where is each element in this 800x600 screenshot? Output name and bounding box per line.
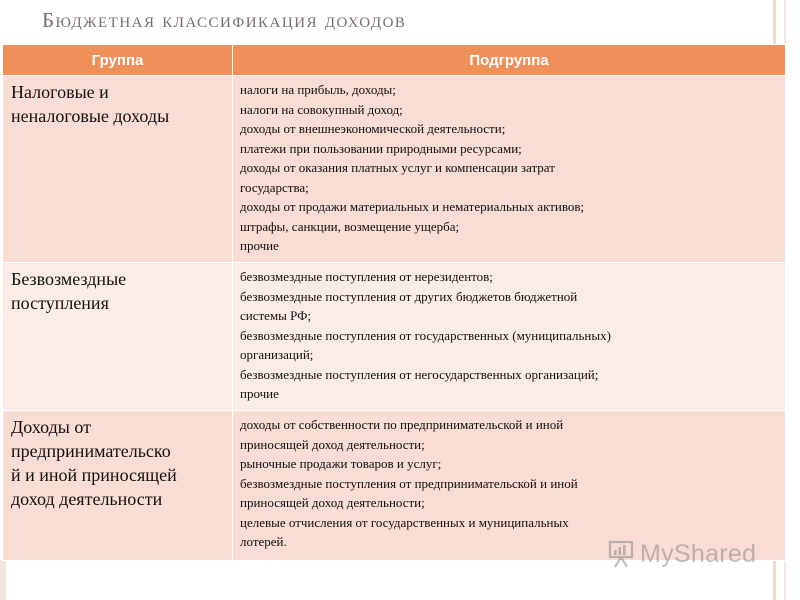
subgroup-item: рыночные продажи товаров и услуг;: [240, 456, 442, 471]
group-cell: [3, 76, 233, 263]
group-text-line: Доходы от: [11, 417, 92, 437]
page-title: Бюджетная классификация доходов: [42, 8, 407, 32]
subgroup-item: безвозмездные поступления от государственных (муниципальных): [240, 327, 611, 343]
table-row: [3, 76, 786, 263]
group-text-line: й и иной приносящей: [11, 465, 177, 485]
classification-table: [2, 44, 786, 561]
column-header-group: Группа: [3, 45, 233, 76]
subgroup-item: платежи при пользовании природными ресурсами;: [240, 140, 522, 156]
subgroup-item: государства;: [240, 179, 309, 195]
subgroup-item: прочие: [240, 386, 279, 401]
group-text-line: доход деятельности: [11, 489, 163, 509]
subgroup-item: прочие: [240, 238, 279, 253]
subgroup-item: приносящей доход деятельности;: [240, 495, 425, 510]
presentation-board-icon: [606, 539, 636, 569]
table-header-row: [3, 45, 786, 76]
subgroup-item: безвозмездные поступления от негосударственных организаций;: [240, 366, 599, 382]
subgroup-cell: [233, 263, 786, 411]
subgroup-item: целевые отчисления от государственных и муниципальных: [240, 514, 569, 530]
subgroup-item: приносящей доход деятельности;: [240, 436, 425, 452]
subgroup-item: доходы от собственности по предпринимательской и иной: [240, 417, 564, 432]
subgroup-cell: [233, 76, 786, 263]
subgroup-item: налоги на прибыль, доходы;: [240, 82, 396, 97]
decorative-corner: [0, 560, 6, 600]
column-header-subgroup: Подгруппа: [233, 45, 786, 76]
subgroup-item: безвозмездные поступления от нерезидентов;: [240, 269, 493, 284]
subgroup-item: штрафы, санкции, возмещение ущерба;: [240, 218, 460, 234]
group-text-line: неналоговые доходы: [11, 106, 170, 126]
subgroup-item: безвозмездные поступления от других бюджетов бюджетной: [240, 288, 578, 304]
watermark-logo: [606, 536, 756, 572]
group-text-line: Безвозмездные: [11, 269, 127, 289]
subgroup-item: организаций;: [240, 347, 314, 362]
group-cell: [3, 263, 233, 411]
subgroup-item: налоги на совокупный доход;: [240, 101, 403, 117]
subgroup-item: доходы от оказания платных услуг и компенсации затрат: [240, 160, 555, 175]
table-row: [3, 263, 786, 411]
group-text-line: поступления: [11, 293, 109, 313]
group-text-line: Налоговые и: [11, 82, 109, 102]
subgroup-item: системы РФ;: [240, 308, 312, 323]
subgroup-item: лотерей.: [240, 534, 287, 549]
subgroup-item: безвозмездные поступления от предпринимательской и иной: [240, 475, 578, 491]
watermark-text: MyShared: [640, 539, 757, 568]
group-cell: [3, 411, 233, 561]
subgroup-item: доходы от внешнеэкономической деятельности;: [240, 121, 506, 136]
subgroup-item: доходы от продажи материальных и нематериальных активов;: [240, 199, 585, 214]
group-text-line: предпринимательско: [11, 441, 171, 461]
